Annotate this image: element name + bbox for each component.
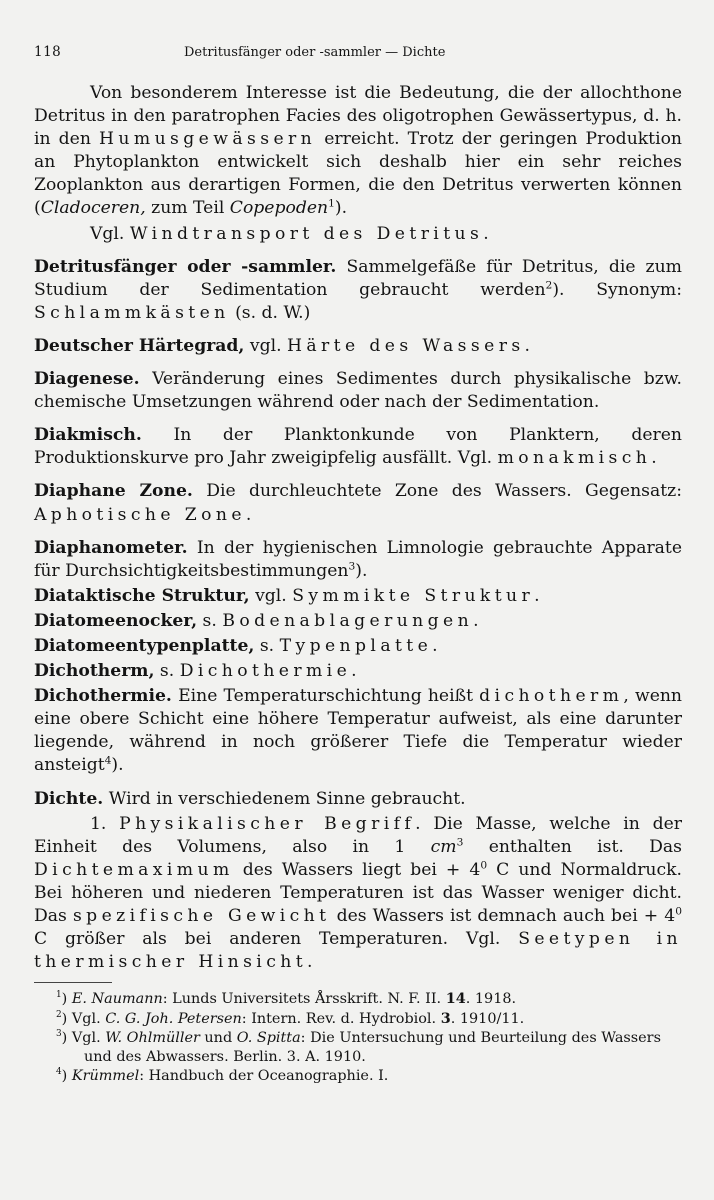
footnote-text: . 1910/11. — [450, 1011, 525, 1028]
footnote-mark: 4 — [56, 1067, 62, 1078]
entry-lemma: Dichothermie. — [34, 686, 172, 707]
text: . — [483, 223, 489, 244]
text: ). — [334, 198, 348, 219]
text: C größer als bei anderen Temperaturen. Vgl. — [34, 929, 519, 950]
intro-paragraph — [34, 82, 682, 221]
text: . — [351, 661, 357, 682]
footnote-text: und — [199, 1030, 237, 1047]
entry-lemma: Dichte. — [34, 788, 104, 809]
entry-lemma: Diaphane Zone. — [34, 481, 193, 502]
footnotes — [34, 982, 682, 1086]
page-number: 118 — [34, 44, 62, 60]
footnote-text: : Handbuch der Oceanographie. I. — [139, 1068, 389, 1085]
text: C und Normaldruck. Bei höheren und niederen Temperaturen ist das Wasser weniger dicht. Das — [34, 859, 682, 926]
entry-detritusfaenger — [34, 256, 682, 325]
text: des Wassers liegt bei + 4 — [233, 859, 481, 880]
footnote-volume: 3 — [440, 1010, 451, 1028]
footnote-ref: 1 — [328, 196, 335, 210]
footnote-text: : Lunds Universitets Årsskrift. N. F. II. — [162, 991, 446, 1008]
footnote-text: : Die Untersuchung und Beurteilung des Wassers und des Abwassers. Berlin. 3. A. 1910. — [84, 1030, 661, 1066]
text: enthalten ist. Das — [463, 836, 682, 857]
text: ). — [111, 755, 124, 776]
spaced-term: Physikalischer Begriff — [119, 813, 416, 834]
spaced-term: Symmikte Struktur — [292, 585, 535, 606]
spaced-term: Dichtemaximum — [34, 859, 234, 880]
footnote-mark: 1 — [56, 990, 62, 1001]
text: In der Planktonkunde von Planktern, deren Produktionskurve pro Jahr zweigipfelig ausfällt. Vgl. — [34, 425, 682, 469]
footnote-ref: 4 — [104, 753, 112, 767]
text: . — [245, 504, 252, 525]
spaced-term: Seetypen in thermischer Hinsicht — [34, 929, 682, 973]
entry-diataktische-struktur — [34, 585, 682, 608]
italic-term: Cladoceren, — [40, 198, 146, 219]
unit: cm — [430, 836, 457, 857]
text: Die durchleuchtete Zone des Wassers. Gegensatz: — [192, 481, 682, 502]
italic-term: Copepoden — [229, 198, 329, 219]
text: vgl. — [244, 335, 288, 356]
footnote-text: : Intern. Rev. d. Hydrobiol. — [241, 1011, 441, 1028]
degree-mark: 0 — [480, 858, 488, 872]
entry-dichte — [34, 788, 682, 811]
footnote-author: O. Spitta — [236, 1030, 301, 1047]
entry-dichotherm — [34, 660, 682, 683]
text: . — [432, 635, 438, 656]
entry-dichte-point-1 — [34, 813, 682, 975]
entry-diagenese — [34, 368, 682, 414]
footnote-author: Krümmel — [71, 1068, 140, 1085]
spaced-term: Aphotische Zone — [34, 504, 246, 525]
footnote-ref: 3 — [348, 558, 356, 572]
text: vgl. — [249, 585, 293, 606]
spaced-term: Schlammkästen — [34, 302, 230, 323]
spaced-term: dichotherm — [479, 686, 624, 707]
footnote-author: C. G. Joh. Petersen — [105, 1011, 242, 1028]
footnote-mark: 2 — [56, 1010, 62, 1021]
entry-haertegrad — [34, 335, 682, 358]
text: ). — [355, 560, 368, 581]
entry-lemma: Diatomeenocker, — [34, 610, 198, 631]
footnote-1: $^1$) E. Naumann: Lunds Universitets Årsskrift. N. F. II. 14. 1918. — [56, 990, 517, 1008]
entry-diaphanometer — [34, 537, 682, 583]
text: Veränderung eines Sedimentes durch physikalische bzw. chemische Umsetzungen während oder nach der Sedimentation. — [34, 369, 682, 413]
text: In der hygienischen Limnologie gebrauchte Apparate für Durchsichtigkeitsbestimmungen — [34, 537, 682, 581]
unit-exponent: 3 — [456, 834, 464, 848]
text: Eine Temperaturschichtung heißt — [171, 686, 480, 707]
text: 1. — [90, 813, 120, 834]
text: . — [524, 335, 531, 356]
text: Vgl. — [90, 223, 130, 244]
spaced-term: Typenplatte — [279, 635, 433, 656]
text: , wenn eine obere Schicht eine höhere Temperatur aufweist, als eine darunter liegende, während in noch größerer Tiefe die Temperatur wieder ansteigt — [34, 686, 682, 776]
footnote-3: $^3$) Vgl. W. Ohlmüller und O. Spitta: Die Untersuchung und Beurteilung des Wassers und des Abwassers. Berlin. 3. A. 1910. — [56, 1029, 661, 1066]
footnote-4: $^4$) Krümmel: Handbuch der Oceanographie. I. — [56, 1067, 389, 1085]
entry-lemma: Dichotherm, — [34, 661, 155, 682]
footnote-ref: 2 — [545, 278, 553, 292]
entry-diatomeentypenplatte — [34, 635, 682, 658]
spaced-term: Dichothermie — [179, 661, 352, 682]
text: Von besonderem Interesse ist die Bedeutung, die der allochthone Detritus in den paratrophen Facies des oligotrophen Gewässertypus, d. h. in den — [34, 83, 682, 150]
footnote-author: E. Naumann — [71, 991, 163, 1008]
text: . — [307, 952, 313, 973]
text: . — [534, 585, 540, 606]
entry-lemma: Diaphanometer. — [34, 537, 188, 558]
spaced-term: Bodenablagerungen — [222, 610, 474, 631]
footnote-mark: 3 — [56, 1029, 62, 1040]
text: s. — [154, 661, 180, 682]
footnote-text: Vgl. — [71, 1030, 106, 1047]
text: erreicht. Trotz der geringen Produktion an Phytoplankton entwickelt sich deshalb hier ein sehr reiches Zooplankton aus derartigen Formen, die den Detritus verwerten können ( — [34, 129, 682, 219]
text: s. — [197, 610, 223, 631]
running-title: Detritusfänger oder -sammler — Dichte — [184, 45, 446, 60]
entry-lemma: Detritusfänger oder -sammler. — [34, 256, 337, 277]
text: zum Teil — [145, 198, 230, 219]
text: ). Synonym: — [552, 279, 682, 300]
text: . Die Masse, welche in der Einheit des Volumens, also in 1 — [34, 813, 682, 857]
text: . — [473, 610, 479, 631]
footnote-2: $^2$) Vgl. C. G. Joh. Petersen: Intern. Rev. d. Hydrobiol. 3. 1910/11. — [56, 1010, 525, 1028]
page-body — [34, 82, 682, 1086]
page-header — [34, 44, 682, 60]
text: (s. d. W.) — [229, 302, 311, 323]
footnote-rule — [34, 982, 112, 983]
spaced-term: Windtransport des Detritus — [129, 223, 484, 244]
entry-lemma: Diatomeentypenplatte, — [34, 635, 255, 656]
spaced-term: monakmisch — [497, 448, 652, 469]
footnote-volume: 14 — [445, 990, 466, 1008]
text: Wird in verschiedenem Sinne gebraucht. — [103, 788, 466, 809]
text: Sammelgefäße für Detritus, die zum Studium der Sedimentation gebraucht werden — [34, 256, 682, 300]
entry-dichothermie — [34, 685, 682, 777]
degree-mark: 0 — [675, 904, 683, 918]
entry-lemma: Deutscher Härtegrad, — [34, 335, 245, 356]
spaced-term: Humusgewässern — [99, 129, 317, 150]
footnote-text: . 1918. — [465, 991, 517, 1008]
entry-diaphane-zone — [34, 480, 682, 526]
footnote-text: Vgl. — [71, 1011, 106, 1028]
cross-reference-line — [34, 223, 682, 246]
text: des Wassers ist demnach auch bei + 4 — [330, 906, 676, 926]
entry-diakmisch — [34, 424, 682, 470]
entry-lemma: Diagenese. — [34, 369, 140, 390]
entry-lemma: Diataktische Struktur, — [34, 585, 250, 606]
entry-lemma: Diakmisch. — [34, 425, 142, 446]
entry-diatomeenocker — [34, 610, 682, 633]
text: s. — [254, 635, 280, 656]
text: . — [651, 448, 657, 469]
spaced-term: Härte des Wassers — [287, 335, 525, 356]
footnote-author: W. Ohlmüller — [105, 1030, 200, 1047]
spaced-term: spezifische Gewicht — [72, 906, 331, 926]
